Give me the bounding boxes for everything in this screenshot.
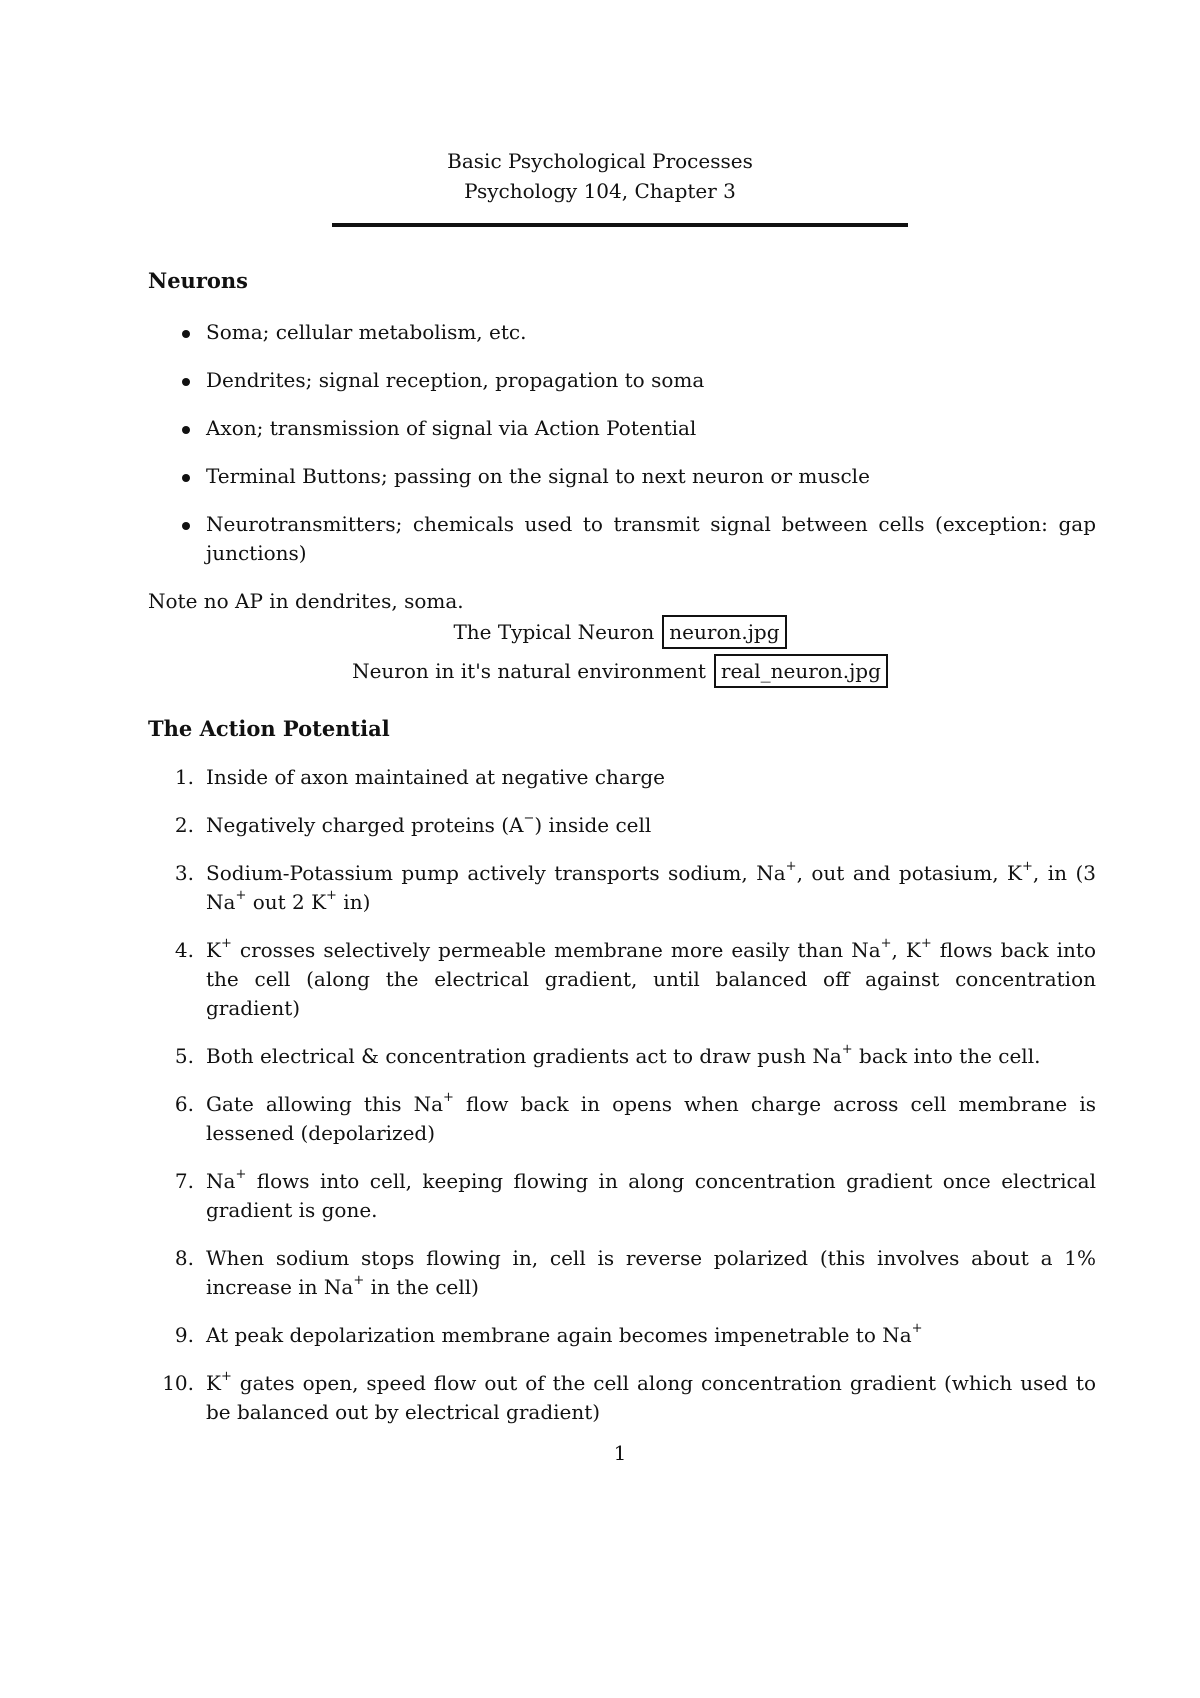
list-item-text	[206, 938, 1096, 1020]
superscript: +	[920, 936, 932, 952]
neurons-note: Note no AP in dendrites, soma.	[148, 589, 464, 613]
text-run: Both electrical & concentration gradients act to draw push Na	[206, 1044, 842, 1068]
list-item-text	[206, 1092, 1096, 1145]
list-item-text	[206, 861, 1096, 914]
superscript: +	[220, 1369, 232, 1385]
superscript: +	[880, 936, 892, 952]
list-item-text	[206, 1371, 1096, 1424]
title-line-1: Basic Psychological Processes	[447, 149, 753, 173]
text-run: out 2 K	[246, 890, 327, 914]
list-item-text	[206, 813, 651, 837]
list-item-number: 6.	[174, 1092, 194, 1116]
neurons-heading: Neurons	[148, 268, 248, 293]
page-number: 1	[613, 1441, 627, 1465]
superscript: +	[235, 888, 247, 904]
bullet-icon	[182, 522, 190, 530]
list-item	[148, 1244, 1096, 1302]
document-title	[0, 146, 1200, 206]
list-item	[148, 1321, 1096, 1350]
list-item-number: 7.	[174, 1169, 194, 1193]
list-item-text: Terminal Buttons; passing on the signal to next neuron or muscle	[206, 464, 870, 488]
text-run: flows back into the cell (along the electrical gradient, until balanced off against concentration gradient)	[206, 938, 1097, 1020]
list-item	[148, 366, 1096, 395]
action-potential-heading: The Action Potential	[148, 716, 390, 741]
superscript: +	[841, 1042, 853, 1058]
action-potential-list	[148, 763, 1096, 1446]
bullet-icon	[182, 426, 190, 434]
text-run: flows into cell, keeping flowing in along concentration gradient once electrical gradient is gone.	[206, 1169, 1096, 1222]
text-run: Inside of axon maintained at negative charge	[206, 765, 666, 789]
bullet-icon	[182, 474, 190, 482]
list-item	[148, 763, 1096, 792]
list-item-text	[206, 765, 665, 789]
figure-label: Neuron in it's natural environment	[352, 659, 706, 683]
text-run: , K	[891, 938, 921, 962]
list-item-text: Neurotransmitters; chemicals used to transmit signal between cells (exception: gap junctions)	[206, 512, 1096, 565]
text-run: in the cell)	[364, 1275, 479, 1299]
list-item-text	[206, 1246, 1096, 1299]
image-placeholder: neuron.jpg	[662, 615, 786, 649]
text-run: gates open, speed flow out of the cell along concentration gradient (which used to be balanced out by electrical gradient)	[206, 1371, 1096, 1424]
text-run: in)	[336, 890, 371, 914]
title-line-2: Psychology 104, Chapter 3	[464, 179, 736, 203]
figure-reference-1	[0, 615, 1200, 649]
superscript: +	[220, 936, 232, 952]
list-item-text: Axon; transmission of signal via Action Potential	[206, 416, 697, 440]
text-run: back into the cell.	[852, 1044, 1041, 1068]
list-item-number: 8.	[174, 1246, 194, 1270]
list-item	[148, 1369, 1096, 1427]
list-item	[148, 936, 1096, 1023]
list-item	[148, 318, 1096, 347]
list-item	[148, 1167, 1096, 1225]
text-run: K	[206, 1371, 221, 1395]
list-item-text: Dendrites; signal reception, propagation to soma	[206, 368, 705, 392]
list-item-number: 9.	[174, 1323, 194, 1347]
list-item-number: 5.	[174, 1044, 194, 1068]
text-run: When sodium stops flowing in, cell is reverse polarized (this involves about a 1% increase in Na	[206, 1246, 1096, 1299]
superscript: +	[1021, 859, 1033, 875]
superscript: +	[443, 1090, 454, 1106]
list-item	[148, 462, 1096, 491]
superscript: +	[785, 859, 797, 875]
text-run: , out and potasium, K	[796, 861, 1022, 885]
list-item	[148, 1042, 1096, 1071]
list-item-number: 1.	[174, 765, 194, 789]
list-item	[148, 1090, 1096, 1148]
text-run: flow back in opens when charge across cell membrane is lessened (depolarized)	[206, 1092, 1096, 1145]
text-run: Gate allowing this Na	[206, 1092, 444, 1116]
figure-label: The Typical Neuron	[453, 620, 655, 644]
text-run: Na	[206, 1169, 236, 1193]
list-item-text: Soma; cellular metabolism, etc.	[206, 320, 527, 344]
text-run: ) inside cell	[534, 813, 652, 837]
superscript: −	[523, 811, 535, 827]
list-item	[148, 510, 1096, 568]
superscript: +	[353, 1273, 365, 1289]
neurons-list	[148, 318, 1096, 587]
list-item-text	[206, 1323, 923, 1347]
text-run: K	[206, 938, 221, 962]
list-item	[148, 414, 1096, 443]
list-item-number: 3.	[174, 861, 194, 885]
superscript: +	[911, 1321, 923, 1337]
bullet-icon	[182, 378, 190, 386]
image-placeholder: real_neuron.jpg	[714, 654, 888, 688]
bullet-icon	[182, 330, 190, 338]
superscript: +	[235, 1167, 247, 1183]
superscript: +	[326, 888, 337, 904]
list-item	[148, 859, 1096, 917]
figure-reference-2	[0, 654, 1200, 688]
list-item-number: 4.	[174, 938, 194, 962]
text-run: , in (3 Na	[206, 861, 1096, 914]
text-run: At peak depolarization membrane again becomes impenetrable to Na	[206, 1323, 912, 1347]
list-item-number: 2.	[174, 813, 194, 837]
list-item-text	[206, 1169, 1096, 1222]
list-item-text	[206, 1044, 1040, 1068]
text-run: Sodium-Potassium pump actively transports sodium, Na	[206, 861, 786, 885]
list-item-number: 10.	[162, 1371, 194, 1395]
list-item	[148, 811, 1096, 840]
text-run: crosses selectively permeable membrane more easily than Na	[231, 938, 881, 962]
title-rule	[332, 223, 908, 227]
text-run: Negatively charged proteins (A	[206, 813, 524, 837]
